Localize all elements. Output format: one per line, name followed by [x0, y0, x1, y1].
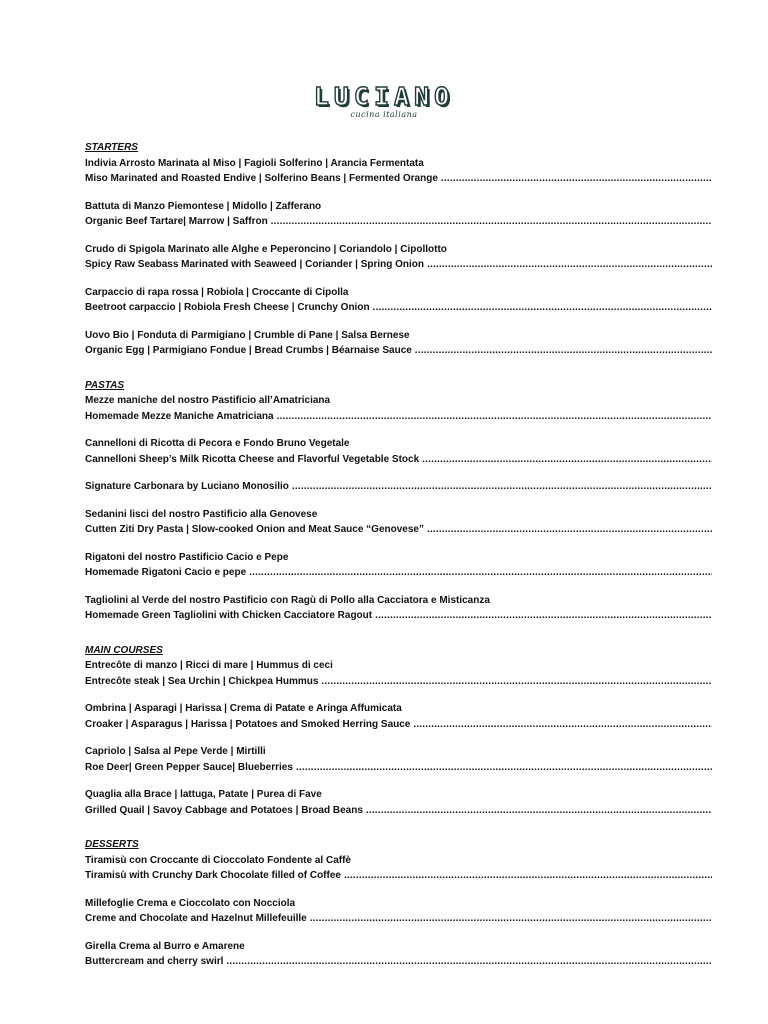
dish-english-name: Roe Deer| Green Pepper Sauce| Blueberries .....: [85, 760, 712, 776]
dish-item: [85, 701, 712, 732]
dish-item: [85, 939, 712, 970]
dish-english-name: Organic Beef Tartare| Marrow | Saffron .....: [85, 214, 712, 230]
section-pastas: [85, 378, 712, 624]
dish-item: [85, 436, 712, 467]
dish-english-name: Homemade Rigatoni Cacio e pepe .....: [85, 565, 712, 581]
dish-item: [85, 479, 712, 495]
dish-english-name: Homemade Green Tagliolini with Chicken Cacciatore Ragout .....: [85, 608, 712, 624]
dish-english-name: Organic Egg | Parmigiano Fondue | Bread Crumbs | Béarnaise Sauce .....: [85, 343, 712, 359]
dish-italian-name: Battuta di Manzo Piemontese | Midollo | Zafferano: [85, 200, 322, 212]
dish-item: [85, 744, 712, 775]
section-title: DESSERTS: [85, 839, 139, 850]
dish-english-name: Beetroot carpaccio | Robiola Fresh Cheese | Crunchy Onion .....: [85, 300, 712, 316]
section-title: STARTERS: [85, 142, 138, 153]
dish-italian-name: Cannelloni di Ricotta di Pecora e Fondo Bruno Vegetale: [85, 438, 350, 449]
dish-item: [85, 285, 712, 316]
section-title: MAIN COURSES: [85, 644, 163, 656]
dish-english-name: Spicy Raw Seabass Marinated with Seaweed | Coriander | Spring Onion .....: [85, 257, 712, 273]
dish-italian-name: Crudo di Spigola Marinato alle Alghe e Peperoncino | Coriandolo | Cipollotto: [85, 243, 447, 255]
dish-italian-name: Tiramisù con Croccante di Cioccolato Fondente al Caffè: [85, 854, 351, 866]
menu-content: [85, 140, 712, 970]
logo-wordmark: LUCIANO: [313, 82, 455, 111]
section-starters: [85, 140, 712, 359]
dish-italian-name: Ombrina | Asparagi | Harissa | Crema di Patate e Aringa Affumicata: [85, 703, 402, 714]
dish-item: [85, 550, 712, 581]
dish-item: [85, 393, 712, 424]
dish-italian-name: Rigatoni del nostro Pastificio Cacio e Pepe: [85, 551, 289, 563]
dish-english-name: Tiramisù with Crunchy Dark Chocolate filled of Coffee .....: [85, 868, 712, 884]
dish-item: [85, 896, 712, 927]
dish-item: [85, 507, 712, 538]
dish-italian-name: Girella Crema al Burro e Amarene: [85, 940, 245, 952]
restaurant-logo: [0, 84, 768, 119]
dish-italian-name: Indivia Arrosto Marinata al Miso | Fagioli Solferino | Arancia Fermentata: [85, 157, 424, 169]
dish-italian-name: Capriolo | Salsa al Pepe Verde | Mirtilli: [85, 746, 266, 757]
dish-english-name: Entrecôte steak | Sea Urchin | Chickpea Hummus .....: [85, 674, 712, 690]
dish-item: [85, 328, 712, 359]
dish-italian-name: Sedanini lisci del nostro Pastificio alla Genovese: [85, 508, 318, 520]
dish-english-name: Buttercream and cherry swirl .....: [85, 954, 712, 970]
dish-item: [85, 156, 712, 187]
dish-item: [85, 853, 712, 884]
dish-item: [85, 593, 712, 624]
dish-english-name: Croaker | Asparagus | Harissa | Potatoes and Smoked Herring Sauce .....: [85, 717, 712, 733]
dish-item: [85, 199, 712, 230]
dish-item: [85, 242, 712, 273]
dish-english-name: Cannelloni Sheep’s Milk Ricotta Cheese and Flavorful Vegetable Stock .....: [85, 452, 712, 468]
dish-english-name: Cutten Ziti Dry Pasta | Slow-cooked Onion and Meat Sauce “Genovese” .....: [85, 522, 712, 538]
dish-english-name: Signature Carbonara by Luciano Monosilio .....: [85, 479, 712, 495]
dish-english-name: Creme and Chocolate and Hazelnut Millefeuille .....: [85, 911, 712, 927]
dish-italian-name: Carpaccio di rapa rossa | Robiola | Croccante di Cipolla: [85, 286, 349, 298]
dish-item: [85, 787, 712, 818]
dish-english-name: Homemade Mezze Maniche Amatriciana .....: [85, 409, 712, 425]
logo-tagline: cucina italiana: [350, 110, 418, 119]
dish-english-name: Grilled Quail | Savoy Cabbage and Potatoes | Broad Beans .....: [85, 803, 712, 819]
section-main-courses: [85, 643, 712, 819]
dish-english-name: Miso Marinated and Roasted Endive | Solferino Beans | Fermented Orange .....: [85, 171, 712, 187]
dish-italian-name: Tagliolini al Verde del nostro Pastificio con Ragù di Pollo alla Cacciatora e Misticanza: [85, 594, 490, 606]
dish-italian-name: Mezze maniche del nostro Pastificio all’Amatriciana: [85, 395, 331, 406]
dish-italian-name: Entrecôte di manzo | Ricci di mare | Hummus di ceci: [85, 660, 333, 671]
dish-italian-name: Quaglia alla Brace | lattuga, Patate | Purea di Fave: [85, 789, 322, 800]
section-desserts: [85, 837, 712, 970]
section-title: PASTAS: [85, 379, 125, 391]
dish-item: [85, 658, 712, 689]
dish-italian-name: Millefoglie Crema e Cioccolato con Nocciola: [85, 897, 296, 909]
dish-italian-name: Uovo Bio | Fonduta di Parmigiano | Crumble di Pane | Salsa Bernese: [85, 329, 410, 341]
